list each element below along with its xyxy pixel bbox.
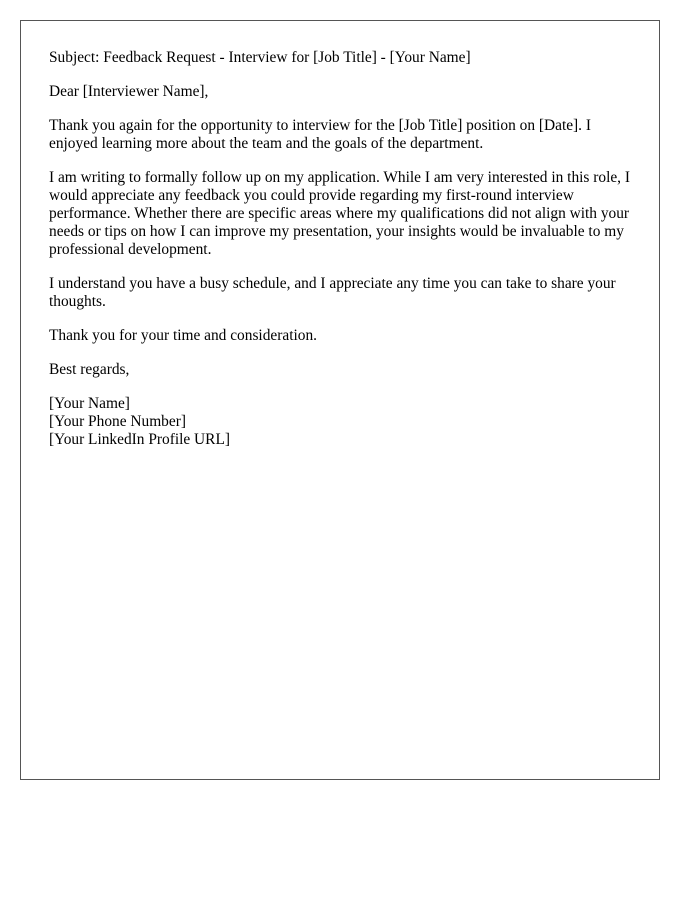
signature-linkedin: [Your LinkedIn Profile URL] bbox=[49, 431, 230, 448]
paragraph-follow-up: I am writing to formally follow up on my application. While I am very interested in this role, I would appreciate any feedback you could provide regarding my first-round interview performance. Whether there are specific areas where my qualifications did not align with your needs or tips on how I can improve my presentation, your insights would be invaluable to my professional development. bbox=[49, 169, 631, 258]
signature-name: [Your Name] bbox=[49, 395, 130, 412]
paragraph-schedule: I understand you have a busy schedule, and I appreciate any time you can take to share your thoughts. bbox=[49, 275, 616, 310]
letter-document bbox=[20, 20, 660, 780]
closing: Best regards, bbox=[49, 361, 130, 378]
paragraph-closing-thanks: Thank you for your time and consideration. bbox=[49, 327, 317, 344]
paragraph-thanks: Thank you again for the opportunity to interview for the [Job Title] position on [Date]. I enjoyed learning more about the team and the goals of the department. bbox=[49, 117, 591, 152]
subject-line: Subject: Feedback Request - Interview for [Job Title] - [Your Name] bbox=[49, 49, 471, 66]
greeting: Dear [Interviewer Name], bbox=[49, 83, 209, 100]
signature-block bbox=[49, 395, 631, 449]
signature-phone: [Your Phone Number] bbox=[49, 413, 186, 430]
